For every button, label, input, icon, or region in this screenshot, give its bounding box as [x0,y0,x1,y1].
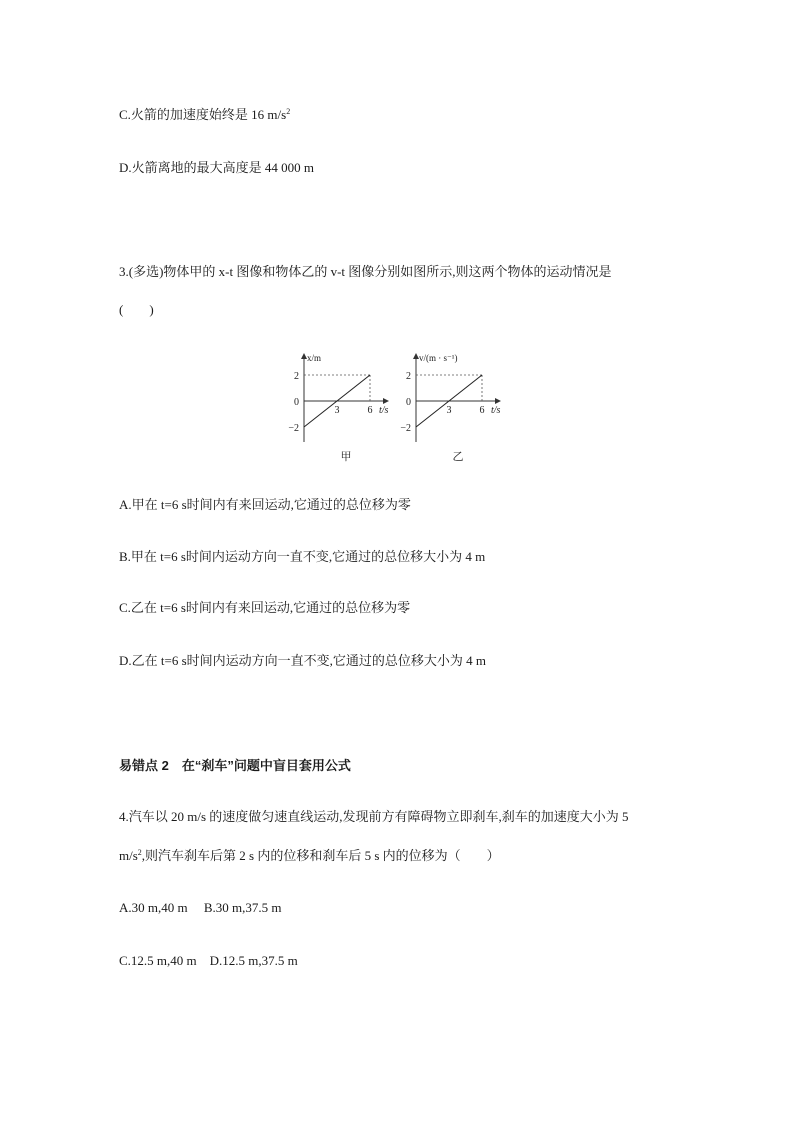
y-tick-label: 0 [294,397,299,408]
q2-option-c-sup: 2 [286,107,291,116]
x-axis-label: t/s [491,405,501,416]
x-tick-label: 3 [334,405,340,416]
graph-caption: 甲 [340,451,352,463]
q3-option-d: D.乙在 t=6 s时间内运动方向一直不变,它通过的总位移大小为 4 m [119,653,487,668]
y-tick-label: 0 [406,397,411,408]
q2-option-d: D.火箭离地的最大高度是 44 000 m [119,160,315,175]
y-axis-label: v/(m · s⁻¹) [419,353,458,363]
section-title: 易错点 2 在“刹车”问题中盲目套用公式 [119,758,351,773]
q3-option-c: C.乙在 t=6 s时间内有来回运动,它通过的总位移为零 [119,600,411,615]
y-tick-label: −2 [288,423,299,434]
x-tick-label: 6 [367,405,373,416]
y-axis-label: x/m [307,353,322,363]
q4-stem-rest: ,则汽车刹车后第 2 s 内的位移和刹车后 5 s 内的位移为（ ） [141,848,500,863]
x-tick-label: 6 [479,405,485,416]
q4-options-ab: A.30 m,40 m B.30 m,37.5 m [119,900,282,915]
q2-option-c-text: C.火箭的加速度始终是 16 m/s [119,107,287,122]
y-tick-label: 2 [406,371,411,382]
q3-answer-paren: ( ) [119,302,154,317]
q2-option-c [119,107,290,123]
q3-figure [284,350,504,468]
q3-stem: 3.(多选)物体甲的 x-t 图像和物体乙的 v-t 图像分别如图所示,则这两个物体的运动情况是 [119,264,612,279]
q4-options-cd: C.12.5 m,40 m D.12.5 m,37.5 m [119,953,298,968]
graph-yi [400,353,500,463]
q4-stem-line1: 4.汽车以 20 m/s 的速度做匀速直线运动,发现前方有障碍物立即刹车,刹车的加速度大小为 5 [119,809,629,824]
y-tick-label: 2 [294,371,299,382]
q3-option-b: B.甲在 t=6 s时间内运动方向一直不变,它通过的总位移大小为 4 m [119,549,486,564]
x-tick-label: 3 [446,405,452,416]
y-tick-label: −2 [400,423,411,434]
q4-stem-line2 [119,848,500,864]
q3-option-a: A.甲在 t=6 s时间内有来回运动,它通过的总位移为零 [119,497,411,512]
x-axis-label: t/s [379,405,389,416]
graph-jia [288,353,388,463]
q4-unit: m/s [119,848,138,863]
q4-unit-sup: 2 [137,848,142,857]
graph-caption: 乙 [452,451,464,463]
q3-graphs-svg [284,350,504,468]
